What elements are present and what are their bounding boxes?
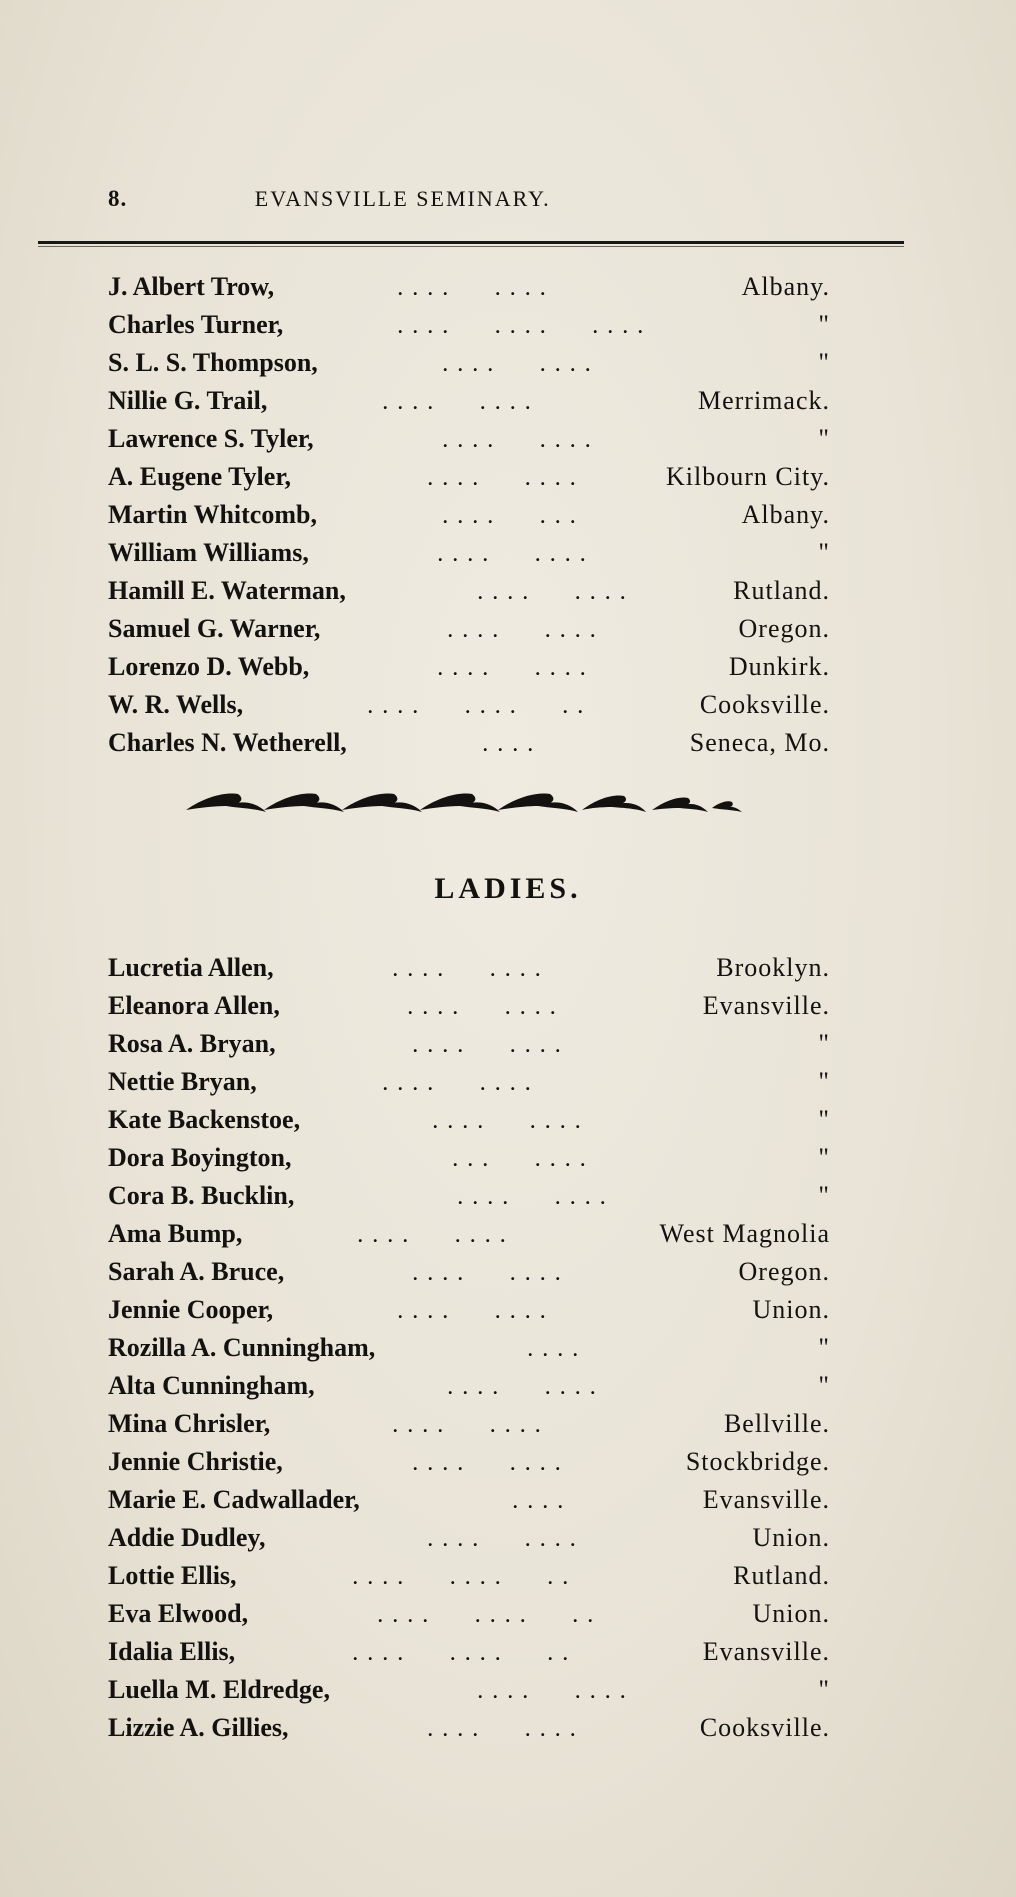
- student-name: Cora B. Bucklin,: [108, 1181, 295, 1210]
- student-residence: ": [818, 1675, 830, 1704]
- student-residence: West Magnolia: [659, 1219, 830, 1248]
- leader-dots: . . . . . . . . . . . .: [398, 317, 646, 337]
- leader-dots: . . . . . . . .: [448, 621, 598, 641]
- student-residence: ": [818, 1029, 830, 1058]
- student-name: Nettie Bryan,: [108, 1067, 257, 1096]
- leader-dots: . . . . . . . .: [383, 393, 533, 413]
- list-item: [108, 1633, 830, 1671]
- student-residence: Evansville.: [702, 1637, 830, 1666]
- student-name: Mina Chrisler,: [108, 1409, 271, 1438]
- student-name: Ama Bump,: [108, 1219, 243, 1248]
- student-name: Rosa A. Bryan,: [108, 1029, 276, 1058]
- student-name: Charles Turner,: [108, 310, 284, 339]
- leader-dots: . . . .: [513, 1492, 566, 1512]
- student-residence: ": [818, 310, 830, 339]
- student-residence: Stockbridge.: [685, 1447, 830, 1476]
- student-residence: ": [818, 1333, 830, 1362]
- student-residence: Cooksville.: [699, 1713, 830, 1742]
- student-name: Eleanora Allen,: [108, 991, 280, 1020]
- student-name: Rozilla A. Cunningham,: [108, 1333, 376, 1362]
- header-rule-thin: [38, 246, 904, 247]
- leader-dots: . . . . . . . .: [448, 1378, 598, 1398]
- leader-dots: . . . . . . . .: [438, 659, 588, 679]
- student-name: Kate Backenstoe,: [108, 1105, 301, 1134]
- leader-dots: . . . . . . . .: [438, 545, 588, 565]
- list-item: [108, 1215, 830, 1253]
- student-residence: Rutland.: [733, 1561, 830, 1590]
- leader-dots: . . . . . . . .: [428, 1530, 578, 1550]
- list-item: [108, 306, 830, 344]
- student-name: Hamill E. Waterman,: [108, 576, 346, 605]
- student-residence: ": [818, 538, 830, 567]
- list-item: [108, 496, 830, 534]
- list-item: [108, 1139, 830, 1177]
- student-residence: Oregon.: [738, 614, 830, 643]
- student-name: Samuel G. Warner,: [108, 614, 321, 643]
- list-item: [108, 1709, 830, 1747]
- list-item: [108, 572, 830, 610]
- leader-dots: . . . . . . . .: [398, 1302, 548, 1322]
- list-item: [108, 1291, 830, 1329]
- leader-dots: . . . . . . . .: [413, 1454, 563, 1474]
- student-residence: Evansville.: [702, 1485, 830, 1514]
- student-residence: ": [818, 1181, 830, 1210]
- student-name: Jennie Cooper,: [108, 1295, 274, 1324]
- list-item: [108, 344, 830, 382]
- section-title-ladies: LADIES.: [434, 872, 582, 905]
- student-name: Lottie Ellis,: [108, 1561, 237, 1590]
- leader-dots: . . . . . . . .: [433, 1112, 583, 1132]
- list-item: [108, 268, 830, 306]
- leader-dots: . . . . . . . .: [408, 998, 558, 1018]
- leader-dots: . . . . . . . .: [443, 431, 593, 451]
- list-item: [108, 1481, 830, 1519]
- student-residence: Merrimack.: [697, 386, 830, 415]
- leader-dots: . . . . . . . .: [383, 1074, 533, 1094]
- list-item: [108, 1671, 830, 1709]
- student-name: A. Eugene Tyler,: [108, 462, 291, 491]
- student-residence: ": [818, 1067, 830, 1096]
- student-name: Dora Boyington,: [108, 1143, 292, 1172]
- student-residence: Bellville.: [723, 1409, 830, 1438]
- gentlemen-list: [108, 268, 830, 762]
- leader-dots: . . . . . . .: [453, 1150, 588, 1170]
- leader-dots: . . . . . . . .: [428, 1720, 578, 1740]
- leader-dots: . . . .: [483, 735, 536, 755]
- student-name: Eva Elwood,: [108, 1599, 249, 1628]
- leader-dots: . . . . . . . .: [478, 583, 628, 603]
- list-item: [108, 1367, 830, 1405]
- leader-dots: . . . . . . . . . .: [353, 1644, 571, 1664]
- ladies-list: [108, 949, 830, 1747]
- header-rule: [38, 241, 904, 244]
- student-residence: Dunkirk.: [728, 652, 830, 681]
- student-residence: Evansville.: [702, 991, 830, 1020]
- student-name: Lizzie A. Gillies,: [108, 1713, 289, 1742]
- student-name: Addie Dudley,: [108, 1523, 266, 1552]
- list-item: [108, 1177, 830, 1215]
- student-residence: Union.: [752, 1523, 830, 1552]
- list-item: [108, 1101, 830, 1139]
- student-residence: Albany.: [741, 272, 830, 301]
- student-residence: Brooklyn.: [716, 953, 830, 982]
- student-residence: Seneca, Mo.: [689, 728, 830, 757]
- list-item: [108, 1443, 830, 1481]
- student-residence: Albany.: [741, 500, 830, 529]
- leader-dots: . . . . . . . .: [428, 469, 578, 489]
- student-name: Lucretia Allen,: [108, 953, 274, 982]
- list-item: [108, 420, 830, 458]
- list-item: [108, 1253, 830, 1291]
- list-item: [108, 1557, 830, 1595]
- leader-dots: . . . . . . . .: [358, 1226, 508, 1246]
- student-residence: Union.: [752, 1295, 830, 1324]
- page-number: 8.: [108, 186, 128, 211]
- student-name: J. Albert Trow,: [108, 272, 275, 301]
- list-item: [108, 1595, 830, 1633]
- student-name: Luella M. Eldredge,: [108, 1675, 330, 1704]
- student-residence: ": [818, 1143, 830, 1172]
- list-item: [108, 1519, 830, 1557]
- leader-dots: . . . . . . . .: [398, 279, 548, 299]
- student-name: William Williams,: [108, 538, 309, 567]
- list-item: [108, 610, 830, 648]
- student-residence: ": [818, 1371, 830, 1400]
- student-name: Martin Whitcomb,: [108, 500, 317, 529]
- leader-dots: . . . . . . .: [443, 507, 578, 527]
- student-name: Sarah A. Bruce,: [108, 1257, 285, 1286]
- student-residence: Union.: [752, 1599, 830, 1628]
- list-item: [108, 1405, 830, 1443]
- student-name: W. R. Wells,: [108, 690, 244, 719]
- list-item: [108, 648, 830, 686]
- leader-dots: . . . . . . . .: [393, 960, 543, 980]
- list-item: [108, 686, 830, 724]
- leader-dots: . . . . . . . . . .: [368, 697, 586, 717]
- list-item: [108, 534, 830, 572]
- student-name: Nillie G. Trail,: [108, 386, 268, 415]
- leader-dots: . . . . . . . .: [478, 1682, 628, 1702]
- student-name: Marie E. Cadwallader,: [108, 1485, 360, 1514]
- student-name: Alta Cunningham,: [108, 1371, 315, 1400]
- list-item: [108, 987, 830, 1025]
- leader-dots: . . . . . . . .: [393, 1416, 543, 1436]
- student-name: Jennie Christie,: [108, 1447, 283, 1476]
- decorative-ornament: [186, 786, 742, 816]
- page-header: [108, 186, 551, 212]
- list-item: [108, 458, 830, 496]
- student-residence: ": [818, 1105, 830, 1134]
- student-residence: Rutland.: [733, 576, 830, 605]
- list-item: [108, 1025, 830, 1063]
- leader-dots: . . . . . . . . . .: [378, 1606, 596, 1626]
- list-item: [108, 1063, 830, 1101]
- student-name: Lorenzo D. Webb,: [108, 652, 310, 681]
- student-name: Lawrence S. Tyler,: [108, 424, 314, 453]
- leader-dots: . . . . . . . .: [413, 1264, 563, 1284]
- list-item: [108, 382, 830, 420]
- list-item: [108, 1329, 830, 1367]
- list-item: [108, 949, 830, 987]
- leader-dots: . . . . . . . .: [413, 1036, 563, 1056]
- student-name: Idalia Ellis,: [108, 1637, 236, 1666]
- student-name: Charles N. Wetherell,: [108, 728, 347, 757]
- leader-dots: . . . .: [528, 1340, 581, 1360]
- student-residence: Oregon.: [738, 1257, 830, 1286]
- student-residence: ": [818, 348, 830, 377]
- student-residence: ": [818, 424, 830, 453]
- leader-dots: . . . . . . . .: [443, 355, 593, 375]
- list-item: [108, 724, 830, 762]
- student-name: S. L. S. Thompson,: [108, 348, 318, 377]
- leader-dots: . . . . . . . . . .: [353, 1568, 571, 1588]
- running-title: EVANSVILLE SEMINARY.: [254, 186, 551, 211]
- student-residence: Kilbourn City.: [666, 462, 830, 491]
- student-residence: Cooksville.: [699, 690, 830, 719]
- leader-dots: . . . . . . . .: [458, 1188, 608, 1208]
